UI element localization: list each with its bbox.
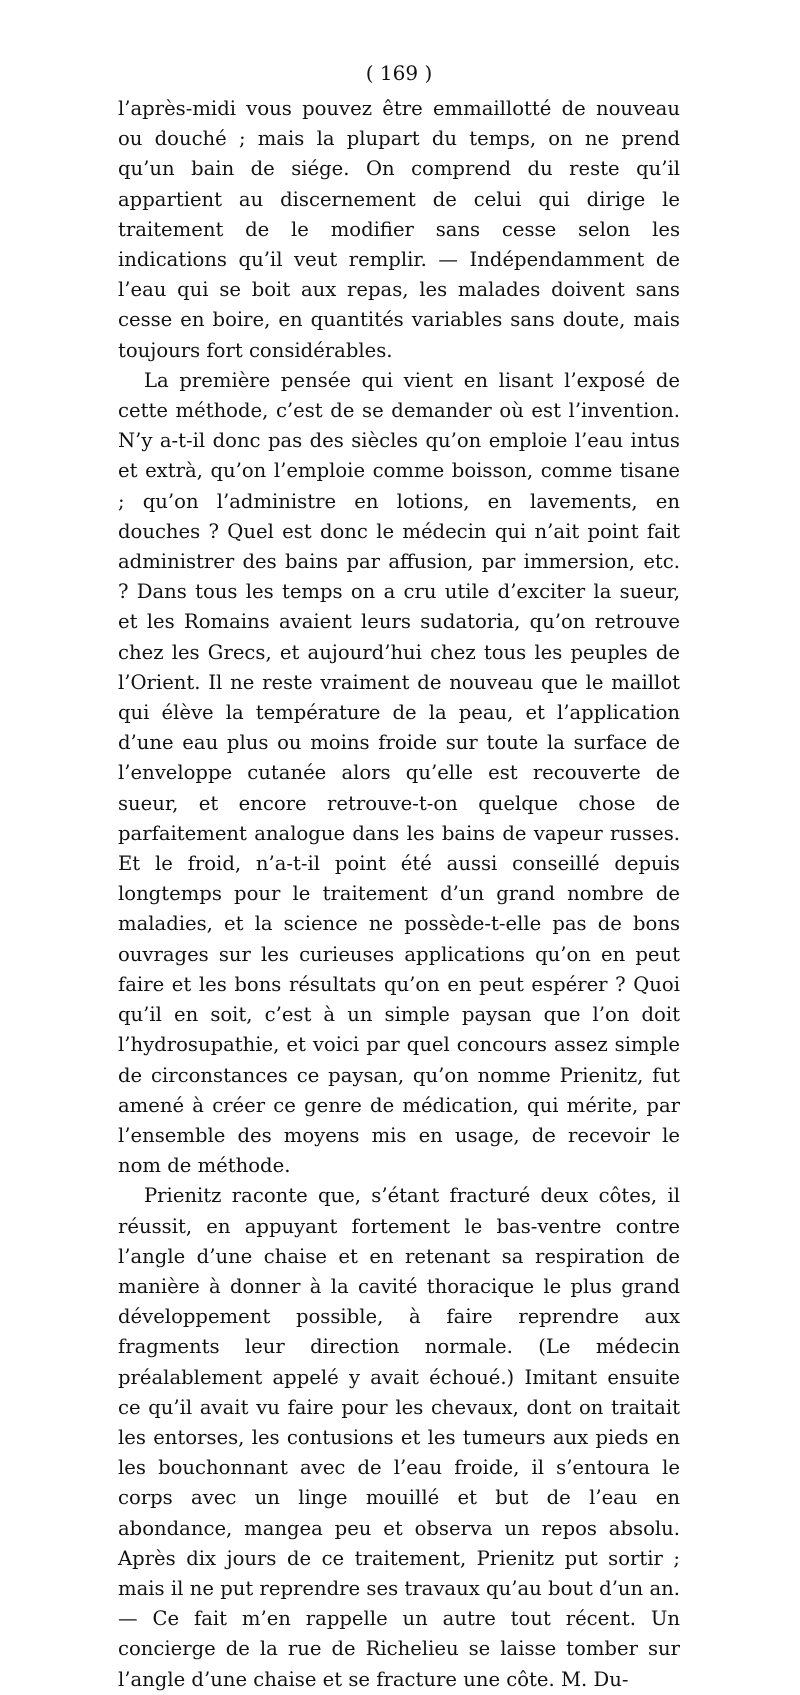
paragraph-prienitz: Prienitz raconte que, s’étant fracturé deux côtes, il réussit, en appuyant fortement le bas-ventre contre l’angle d’une chaise et en retenant sa respiration de manière à donner à la cavité thoracique le plus grand développement possible, à faire reprendre aux fragments leur direction normale. (Le médecin préalablement appelé y avait échoué.) Imitant ensuite ce qu’il avait vu faire pour les chevaux, dont on traitait les entorses, les contusions et les tumeurs aux pieds en les bouchonnant avec de l’eau froide, il s’entoura le corps avec un linge mouillé et but de l’eau en abondance, mangea peu et observa un repos absolu. Après dix jours de ce traitement, Prienitz put sortir ; mais il ne put reprendre ses travaux qu’au bout d’un an. — Ce fait m’en rappelle un autre tout récent. Un concierge de la rue de Richelieu se laisse tomber sur l’angle d’une chaise et se fracture une côte. M. Du- (118, 1184, 680, 1691)
paragraph-continuation: l’après-midi vous pouvez être emmaillotté de nouveau ou douché ; mais la plupart du temps, on ne prend qu’un bain de siége. On comprend du reste qu’il appartient au discernement de celui qui dirige le traitement de le modifier sans cesse selon les indications qu’il veut remplir. — Indépendamment de l’eau qui se boit aux repas, les malades doivent sans cesse en boire, en quantités variables sans doute, mais toujours fort considérables. (118, 97, 680, 362)
paragraph-invention: La première pensée qui vient en lisant l’exposé de cette méthode, c’est de se demander où est l’invention. N’y a-t-il donc pas des siècles qu’on emploie l’eau intus et extrà, qu’on l’emploie comme boisson, comme tisane ; qu’on l’administre en lotions, en lavements, en douches ? Quel est donc le médecin qui n’ait point fait administrer des bains par affusion, par immersion, etc. ? Dans tous les temps on a cru utile d’exciter la sueur, et les Romains avaient leurs sudatoria, qu’on retrouve chez les Grecs, et aujourd’hui chez tous les peuples de l’Orient. Il ne reste vraiment de nouveau que le maillot qui élève la température de la peau, et l’application d’une eau plus ou moins froide sur toute la surface de l’enveloppe cutanée alors qu’elle est recouverte de sueur, et encore retrouve-t-on quelque chose de parfaitement analogue dans les bains de vapeur russes. Et le froid, n’a-t-il point été aussi conseillé depuis longtemps pour le traitement d’un grand nombre de maladies, et la science ne possède-t-elle pas de bons ouvrages sur les curieuses applications qu’on en peut faire et les bons résultats qu’on en peut espérer ? Quoi qu’il en soit, c’est à un simple paysan que l’on doit l’hydrosupathie, et voici par quel concours assez simple de circonstances ce paysan, qu’on nomme Prienitz, fut amené à créer ce genre de médication, qui mérite, par l’ensemble des moyens mis en usage, de recevoir le nom de méthode. (118, 368, 680, 1178)
book-page (118, 60, 680, 1691)
page-number: ( 169 ) (365, 61, 433, 85)
